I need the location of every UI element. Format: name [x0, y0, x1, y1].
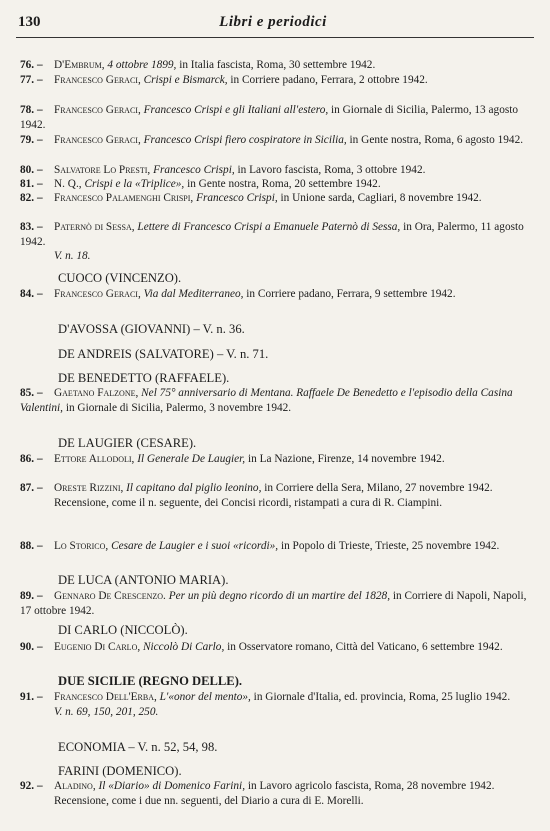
entry-83: 83. – Paternò di Sessa, Lettere di Francesco Crispi a Emanuele Paternò di Sessa, in Ora, Palermo, 11 agosto 1942. V. n. 18. [20, 220, 536, 264]
section-debenedetto: DE BENEDETTO (RAFFAELE). [58, 371, 230, 385]
section-dicarlo: DI CARLO (NICCOLÒ). [58, 623, 188, 637]
section-farini: FARINI (DOMENICO). [58, 764, 182, 778]
entry-92-note: Recensione, come i due nn. seguenti, del Diario a cura di E. Morelli. [54, 794, 364, 807]
entry-84: 84. – Francesco Geraci, Via dal Mediterraneo, in Corriere padano, Ferrara, 9 settembre 1942. [20, 288, 456, 300]
entry-78: 78. – Francesco Geraci, Francesco Crispi e gli Italiani all'estero, in Giornale di Sicilia, Palermo, 13 agosto 1942. [20, 104, 519, 131]
entry-91-crossref: V. n. 69, 150, 201, 250. [54, 705, 159, 718]
entry-77: 77. – Francesco Geraci, Crispi e Bismarck, in Corriere padano, Ferrara, 2 ottobre 1942. [20, 74, 428, 86]
entry-89: 89. – Gennaro De Crescenzo. Per un più degno ricordo di un martire del 1828, in Corriere di Napoli, Napoli, 17 ottobre 1942. [20, 590, 527, 617]
entry-79: 79. – Francesco Geraci, Francesco Crispi fiero cospiratore in Sicilia, in Gente nostra, Roma, 6 agosto 1942. [20, 134, 524, 146]
entry-82: 82. – Francesco Palamenghi Crispi, Francesco Crispi, in Unione sarda, Cagliari, 8 novembre 1942. [20, 192, 482, 204]
page-number: 130 [18, 14, 41, 30]
section-deluca: DE LUCA (ANTONIO MARIA). [58, 573, 229, 587]
entry-80: 80. – Salvatore Lo Presti, Francesco Crispi, in Lavoro fascista, Roma, 3 ottobre 1942. [20, 164, 426, 176]
entry-81: 81. – N. Q., Crispi e la «Triplice», in Gente nostra, Roma, 20 settembre 1942. [20, 178, 381, 190]
entry-86: 86. – Ettore Allodoli, Il Generale De Laugier, in La Nazione, Firenze, 14 novembre 1942. [20, 453, 445, 465]
entry-87-note: Recensione, come il n. seguente, dei Concisi ricordi, ristampati a cura di R. Ciampini. [54, 496, 443, 509]
entry-91: 91. – Francesco Dell'Erba, L'«onor del mento», in Giornale d'Italia, ed. provincia, Roma, 25 luglio 1942. V. n. 69, 150, 201, 250. [20, 690, 536, 719]
entry-83-crossref: V. n. 18. [54, 250, 91, 263]
section-cuoco: CUOCO (VINCENZO). [58, 271, 182, 285]
entry-76: 76. – D'Embrum, 4 ottobre 1899, in Italia fascista, Roma, 30 settembre 1942. [20, 59, 376, 71]
header-rule [16, 37, 534, 38]
entry-88: 88. – Lo Storico, Cesare de Laugier e i suoi «ricordi», in Popolo di Trieste, Trieste, 25 novembre 1942. [20, 540, 500, 552]
section-deandreis: DE ANDREIS (SALVATORE) – V. n. 71. [58, 347, 269, 361]
entry-87: 87. – Oreste Rizzini, Il capitano dal piglio leonino, in Corriere della Sera, Milano, 27 novembre 1942. Recensione, come il n. seguente, dei Concisi ricordi, ristampati a cura di R. Ciampini. [20, 481, 536, 510]
page-header [18, 14, 528, 36]
running-title: Libri e periodici [219, 14, 327, 30]
entry-92: 92. – Aladino, Il «Diario» di Domenico Farini, in Lavoro agricolo fascista, Roma, 28 novembre 1942. Recensione, come i due nn. seguenti, del Diario a cura di E. Morelli. [20, 779, 536, 808]
entry-85: 85. – Gaetano Falzone, Nel 75° anniversario di Mentana. Raffaele De Benedetto e l'episodio della Casina Valentini, in Giornale di Sicilia, Palermo, 3 novembre 1942. [20, 387, 513, 414]
entry-90: 90. – Eugenio Di Carlo, Niccolò Di Carlo, in Osservatore romano, Città del Vaticano, 6 settembre 1942. [20, 641, 503, 653]
section-delaugier: DE LAUGIER (CESARE). [58, 436, 197, 450]
section-davossa: D'AVOSSA (GIOVANNI) – V. n. 36. [58, 322, 245, 336]
section-duesicilie: DUE SICILIE (REGNO DELLE). [58, 674, 243, 688]
section-economia: ECONOMIA – V. n. 52, 54, 98. [58, 740, 218, 754]
